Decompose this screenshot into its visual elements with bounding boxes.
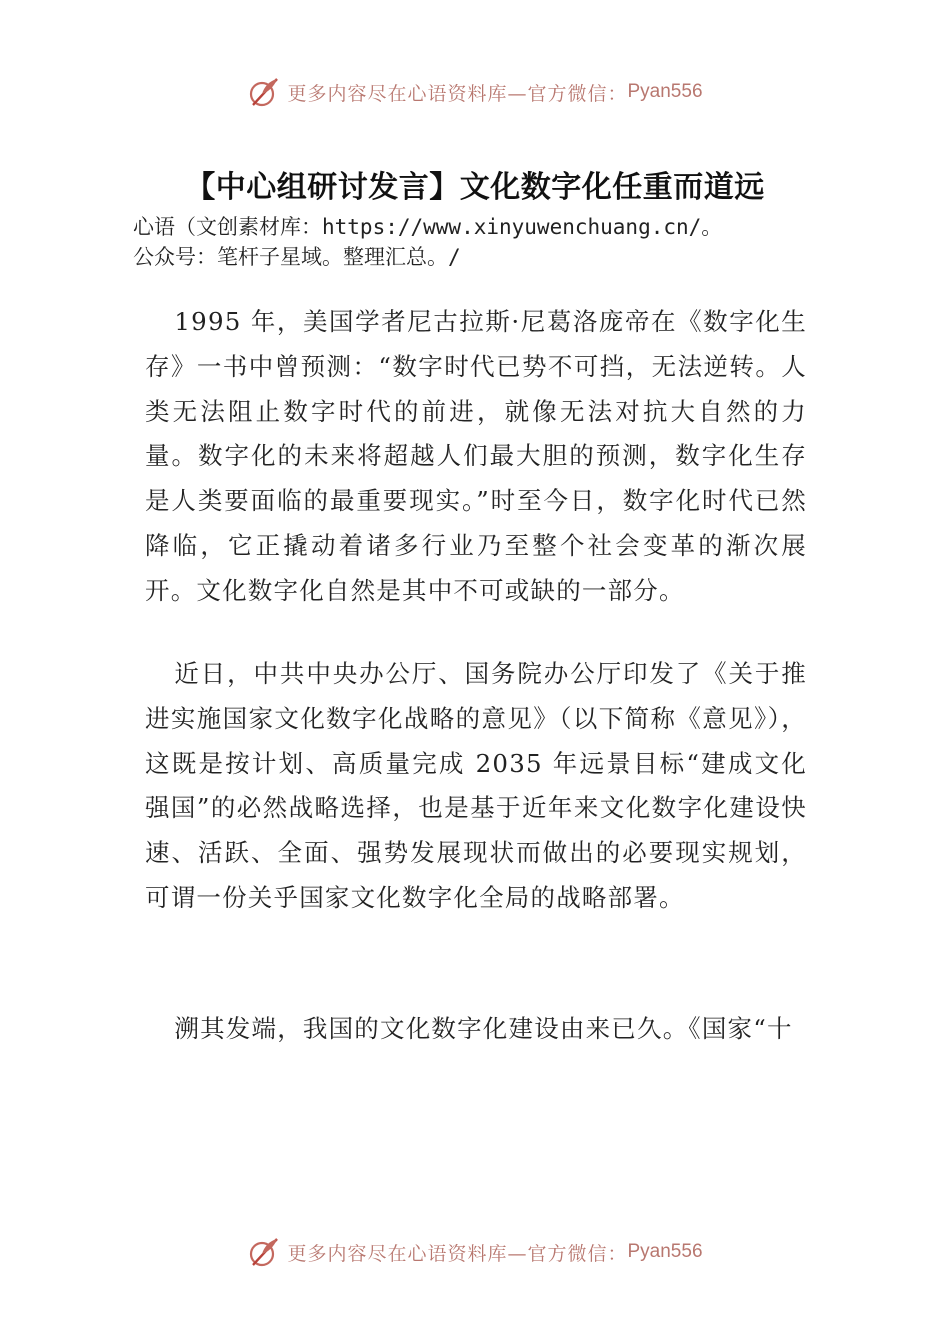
source-line-1: 心语（文创素材库：https://www.xinyuwenchuang.cn/。 — [133, 215, 723, 239]
paragraph-3: 溯其发端，我国的文化数字化建设由来已久。《国家“十 — [174, 1014, 793, 1043]
source-note — [133, 212, 823, 272]
watermark-text: 更多内容尽在心语资料库—官方微信： — [287, 82, 628, 105]
paragraph-2: 近日，中共中央办公厅、国务院办公厅印发了《关于推进实施国家文化数字化战略的意见》（以下简称《意见》），这既是按计划、高质量完成 2035 年远景目标“建成文化强国”的必然战略选择，也是基于近年来文化数字化建设快速、活跃、全面、强势发展现状而做出的必要现实规划，可谓一份关乎国家文化数字化全局的战略部署。 — [145, 659, 807, 912]
footer-watermark-banner — [0, 1230, 950, 1274]
feather-pen-logo-icon — [247, 1235, 281, 1269]
article-title: 【中心组研讨发言】文化数字化任重而道远 — [185, 170, 765, 205]
paragraph-1: 1995 年，美国学者尼古拉斯·尼葛洛庞帝在《数字化生存》一书中曾预测：“数字时代已势不可挡，无法逆转。人类无法阻止数字时代的前进，就像无法对抗大自然的力量。数字化的未来将超越人们最大胆的预测，数字化生存是人类要面临的最重要现实。”时至今日，数字化时代已然降临，它正撬动着诸多行业乃至整个社会变革的渐次展开。文化数字化自然是其中不可或缺的一部分。 — [145, 307, 807, 605]
header-watermark-banner — [0, 70, 950, 114]
watermark-wechat-id: Pyan556 — [627, 1241, 703, 1262]
feather-pen-logo-icon — [247, 75, 281, 109]
source-line-2: 公众号：笔杆子星域。整理汇总。/ — [133, 245, 461, 269]
watermark-wechat-id: Pyan556 — [627, 81, 703, 102]
watermark-text: 更多内容尽在心语资料库—官方微信： — [287, 1242, 628, 1265]
